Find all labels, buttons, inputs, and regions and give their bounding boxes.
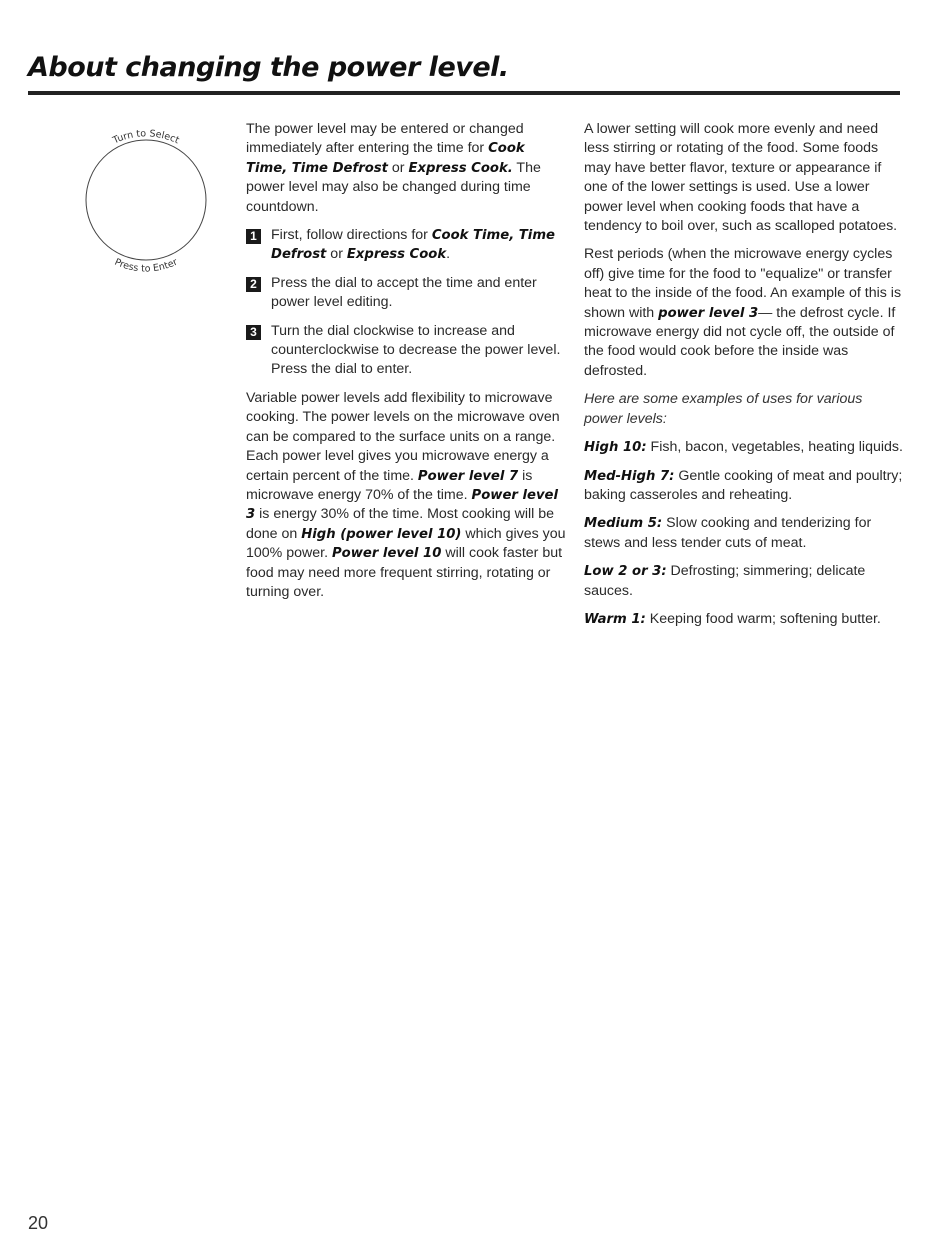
text-run: Press the dial to accept the time and enter power level editing. [271,274,537,311]
dial-bottom-label: Press to Enter [112,256,180,275]
bold-term: Power level 7 [417,468,519,484]
step-item [246,226,566,265]
examples-list [584,438,904,629]
bold-term: power level 3 [658,305,759,321]
text-run: The power level may be entered or changed immediately after entering the time for [246,121,524,157]
bold-term: Power level 3 [246,487,559,523]
step-item [246,322,566,380]
text-run: Rest periods (when the microwave energy cycles off) give time for the food to "equalize" or transfer heat to the inside of the food. An example of this is shown with [584,246,902,321]
power-level-label: Med-High 7: [584,468,675,484]
text-run: Variable power levels add flexibility to microwave cooking. The power levels on the microwave oven can be compared to the surface units on a range. Each power level gives you microwave energy a certain percent of the time. [246,389,560,484]
step-text [271,226,566,265]
power-level-example [584,514,904,553]
examples-intro: Here are some examples of uses for various power levels: [584,391,863,427]
step-number-badge: 3 [246,325,261,340]
power-level-label: Low 2 or 3: [584,564,667,580]
text-run: or [387,159,409,176]
text-run: or [326,246,347,263]
text-run: Turn the dial clockwise to increase and counterclockwise to decrease the power level. Press the dial to enter. [271,322,561,378]
right-column [584,120,904,638]
step-item [246,274,566,313]
power-level-example [584,562,904,601]
dial-icon [70,118,220,278]
power-level-use: Fish, bacon, vegetables, heating liquids. [646,439,903,456]
dial-top-label: Turn to Select [111,128,181,147]
text-run: is energy 30% of the time. Most cooking will be done on [246,506,555,542]
rest-periods-paragraph [584,245,904,381]
step-text [271,274,566,313]
power-level-label: Medium 5: [584,516,663,532]
text-run: — the defrost cycle. If microwave energy did not cycle off, the outside of the food would cook before the inside was defrosted. [584,304,896,379]
variable-paragraph [246,389,566,602]
bold-term: Express Cook [346,247,447,263]
power-level-use: Defrosting; simmering; delicate sauces. [584,563,866,599]
page-number: 20 [28,1213,49,1233]
bold-term: Cook Time, Time Defrost [246,141,525,176]
power-level-use: Gentle cooking of meat and poultry; baking casseroles and reheating. [584,467,903,503]
lower-setting-paragraph [584,120,904,236]
power-level-use: Slow cooking and tenderizing for stews and less tender cuts of meat. [584,515,872,551]
text-run: which gives you 100% power. [246,525,566,562]
bold-term: Express Cook. [408,160,513,176]
power-level-example [584,438,904,457]
text-run: is microwave energy 70% of the time. [246,467,533,503]
text-run: The power level may also be changed during time countdown. [246,159,541,215]
title-rule [28,91,900,95]
bold-term: High (power level 10) [301,526,462,542]
text-run: A lower setting will cook more evenly and need less stirring or rotating of the food. Some foods may have better flavor, texture or appearance if one of the lower settings is used. Use a lower power level when cooking foods that have a tendency to boil over, such as scalloped potatoes. [584,121,898,235]
step-text [271,322,566,380]
page-title: About changing the power level. [28,52,509,83]
power-level-label: High 10: [584,440,647,456]
power-level-example [584,467,904,506]
power-level-use: Keeping food warm; softening butter. [645,610,881,627]
power-level-label: Warm 1: [584,611,646,627]
bold-term: Cook Time, Time Defrost [271,228,556,263]
step-number-badge: 2 [246,277,261,292]
bold-term: Power level 10 [331,546,442,562]
text-run: First, follow directions for [271,227,432,244]
text-run: will cook faster but food may need more frequent stirring, rotating or turning over. [246,545,563,600]
middle-column [246,120,566,611]
intro-paragraph [246,120,566,217]
power-level-example [584,610,904,629]
step-number-badge: 1 [246,229,261,244]
steps-list [246,226,566,380]
text-run: . [446,246,451,263]
